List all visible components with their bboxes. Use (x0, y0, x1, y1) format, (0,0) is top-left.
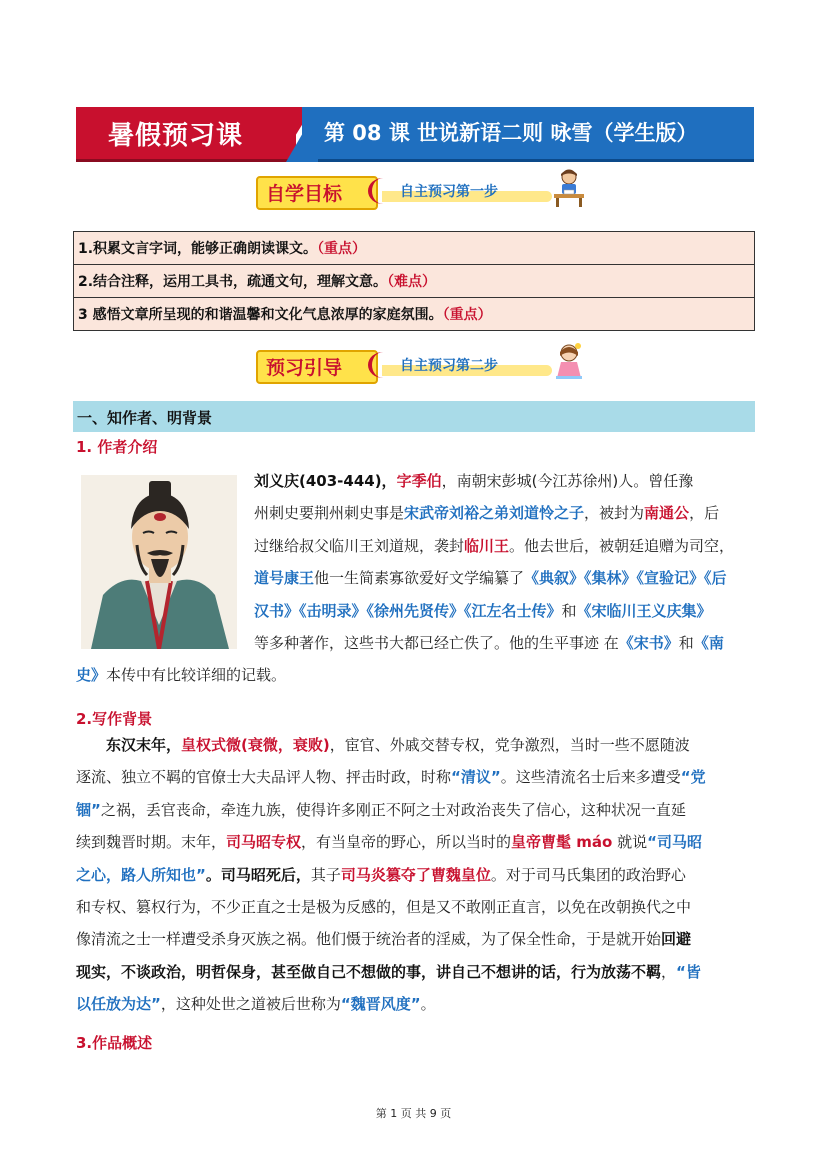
text-run: 司马昭专权 (226, 833, 302, 852)
text-run: 州刺史要荆州刺史事是 (254, 504, 405, 523)
overview-heading: 3.作品概述 (76, 1034, 153, 1052)
text-run: 临川王 (464, 536, 510, 555)
section-subtitle: 自主预习第二步 (400, 358, 498, 374)
text-run: ，南朝宋彭城(今江苏徐州)人。曾任豫 (441, 472, 694, 490)
background-heading: 2.写作背景 (76, 710, 153, 728)
page-footer: 第 1 页 共 9 页 (375, 1107, 452, 1120)
author-heading: 1. 作者介绍 (76, 438, 158, 456)
objective-row (74, 265, 755, 298)
text-run: 就说 (612, 833, 648, 852)
banner-left (76, 107, 296, 162)
paragraph-line (254, 465, 756, 497)
text-run: 。这些清流名士后来多遭受 (500, 768, 681, 787)
banner-left-title: 暑假预习课 (108, 121, 244, 151)
paragraph-line (76, 956, 756, 988)
paragraph-line (76, 859, 756, 891)
text-run: ， (661, 962, 677, 981)
text-run: 刘义庆(403-444)， (254, 472, 397, 490)
paragraph-line (254, 595, 756, 627)
paragraph-line (76, 761, 756, 793)
paragraph-line (76, 988, 756, 1020)
text-run: 。对于司马氏集团的政治野心 (490, 865, 686, 884)
text-run: 以任放为达” (76, 995, 161, 1014)
text-run: “司马昭 (647, 833, 702, 852)
section-label-self-study (256, 174, 596, 210)
text-run: 皇权式微(衰微，衰败) (181, 736, 330, 754)
text-run: 《典叙》《集林》《宣验记》《后 (524, 569, 727, 588)
text-run: 逐流、独立不羁的官僚士大夫品评人物、抨击时政，时称 (76, 768, 452, 787)
text-run: 过继给叔父临川王刘道规，袭封 (254, 536, 465, 555)
text-run: 东汉末年， (76, 736, 182, 754)
text-run: 现实，不谈政治，明哲保身，甚至做自己不想做的事，讲自己不想讲的话，行为放荡不羁 (76, 962, 662, 981)
text-run: ，有当皇帝的野心，所以当时的 (301, 833, 512, 852)
objective-row (74, 298, 755, 331)
objective-tag: （重点） (317, 241, 367, 257)
lesson-title: 第 08 课 世说新语二则 咏雪（学生版） (324, 121, 698, 145)
banner-right (302, 107, 754, 162)
section-title: 自学目标 (266, 183, 343, 205)
text-run: ，被封为 (584, 504, 645, 523)
paragraph-line (254, 627, 756, 659)
text-run: ，宦官、外戚交替专权，党争激烈，当时一些不愿随波 (329, 736, 690, 754)
objective-tag: （重点） (442, 307, 492, 323)
section-bar (73, 401, 755, 432)
text-run: 和专权、篡权行为，不少正直之士是极为反感的，但是又不敢刚正直言，以免在改朝换代之中 (76, 898, 692, 916)
text-run: 《南 (693, 634, 724, 652)
text-run: “清议” (451, 768, 501, 787)
text-run: 和 (678, 634, 694, 652)
objective-text: 1.积累文言字词，能够正确朗读课文。 (78, 241, 318, 257)
text-run: 道号康王 (254, 569, 315, 588)
paragraph-line (76, 794, 756, 826)
text-run: 。司马昭死后， (205, 865, 311, 884)
text-run: “党 (680, 768, 706, 787)
objective-text: 2.结合注释，运用工具书，疏通文句，理解文意。 (78, 274, 388, 290)
objective-tag: （难点） (387, 274, 437, 290)
student-desk-icon (552, 168, 586, 208)
text-run: 其子 (310, 865, 341, 884)
text-run: 史》 (76, 666, 107, 685)
text-run: 《宋临川王义庆集》 (576, 601, 712, 620)
text-run: 《宋书》 (618, 634, 679, 652)
text-run: 回避 (661, 930, 692, 949)
text-run: 之祸，丢官丧命，牵连九族，使得许多刚正不阿之士对政治丧失了信心，这种状况一直延 (100, 800, 686, 819)
girl-student-icon (552, 342, 586, 382)
text-run: “魏晋风度” (340, 995, 421, 1014)
text-run: 南通公 (644, 504, 690, 523)
text-run: ，这种处世之道被后世称为 (160, 995, 341, 1014)
paragraph-line (76, 729, 756, 761)
author-portrait-image (81, 475, 237, 649)
text-run: 。 (420, 995, 436, 1014)
section-bar-title: 一、知作者、明背景 (77, 409, 213, 427)
section-label-preview-guide (256, 348, 596, 384)
text-run: 锢” (76, 800, 101, 819)
text-run: 之心，路人所知也” (76, 865, 206, 884)
paragraph-line (76, 923, 756, 955)
paragraph-line (254, 497, 756, 529)
text-run: 字季伯 (396, 472, 442, 490)
text-run: 汉书》《击明录》《徐州先贤传》 (254, 601, 465, 620)
paragraph-line (76, 659, 756, 691)
objective-row (74, 232, 755, 265)
text-run: 和 (561, 601, 577, 620)
text-run: 司马炎篡夺了曹魏皇位 (340, 865, 491, 884)
text-run: ，后 (689, 504, 720, 523)
text-run: 。他去世后，被朝廷追赠为司空， (509, 536, 735, 555)
section-subtitle: 自主预习第一步 (400, 184, 498, 200)
paragraph-line (76, 826, 756, 858)
text-run: 《江左名士传》 (464, 601, 562, 620)
text-run: 他一生简素寡欲爱好文学编纂了 (314, 569, 525, 588)
paragraph-line (254, 530, 756, 562)
text-run: 续到魏晋时期。末年， (76, 833, 227, 852)
objective-text: 3 感悟文章所呈现的和谐温馨和文化气息浓厚的家庭氛围。 (78, 307, 443, 323)
text-run: “皆 (676, 962, 701, 981)
text-run: 等多种著作，这些书大都已经亡佚了。他的生平事迹 在 (254, 634, 619, 652)
text-run: 皇帝曹髦 máo (511, 833, 613, 852)
paragraph-line (76, 891, 756, 923)
objectives-table (73, 231, 755, 331)
text-run: 本传中有比较详细的记载。 (106, 666, 287, 685)
header-banner (76, 107, 754, 159)
text-run: 宋武帝刘裕之弟刘道怜之子 (404, 504, 585, 523)
text-run: 像清流之士一样遭受杀身灭族之祸。他们慑于统治者的淫威，为了保全性命，于是就开始 (76, 930, 662, 949)
paragraph-line (254, 562, 756, 594)
section-title: 预习引导 (266, 357, 343, 379)
